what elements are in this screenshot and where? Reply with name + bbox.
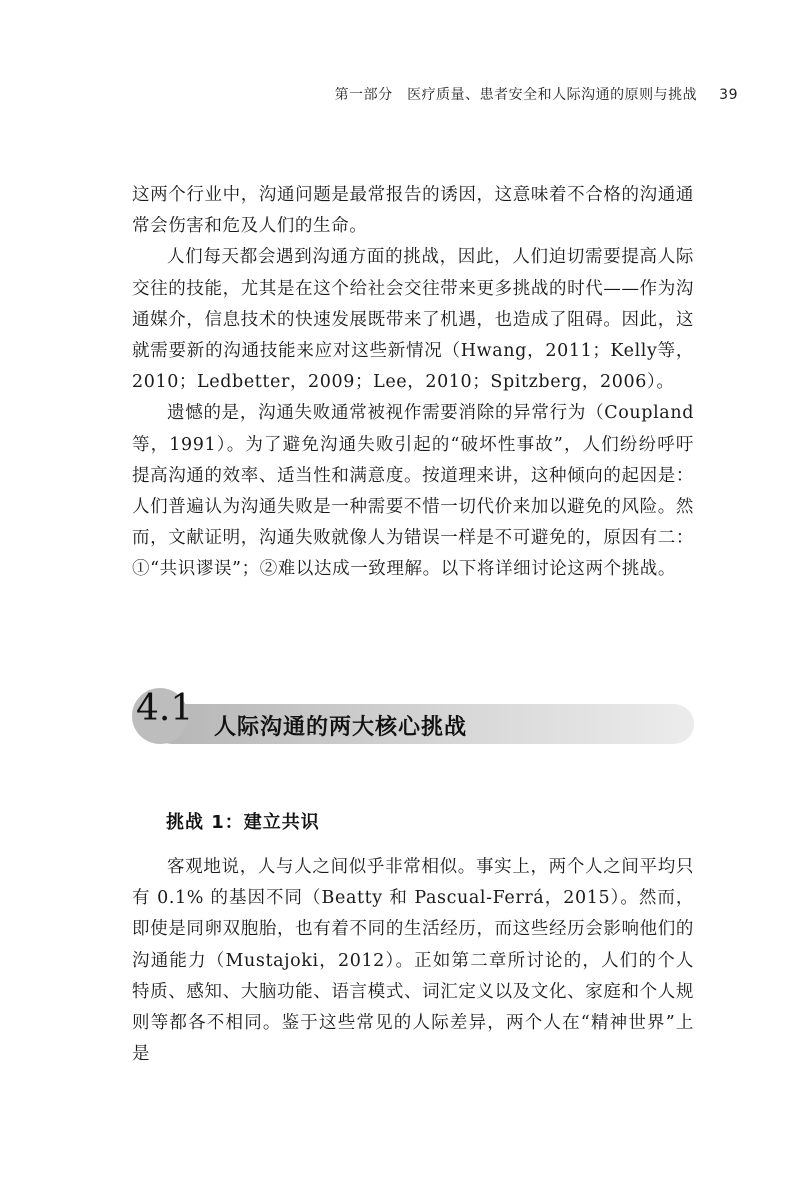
- body-text-top: [132, 180, 694, 586]
- section-title: 人际沟通的两大核心挑战: [214, 715, 468, 740]
- paragraph: 人们每天都会遇到沟通方面的挑战，因此，人们迫切需要提高人际交往的技能，尤其是在这个给社会交往带来更多挑战的时代——作为沟通媒介，信息技术的快速发展既带来了机遇，也造成了阻碍。因此，这就需要新的沟通技能来应对这些新情况（Hwang，2011；Kelly等，2010；Ledbetter，2009；Lee，2010；Spitzberg，2006）。: [132, 247, 694, 393]
- paragraph: 客观地说，人与人之间似乎非常相似。事实上，两个人之间平均只有 0.1% 的基因不同（Beatty 和 Pascual-Ferrá，2015）。然而，即使是同卵双胞胎，也有着不同的生活经历，而这些经历会影响他们的沟通能力（Mustajoki，2012）。正如第二章所讨论的，人们的个人特质、感知、大脑功能、语言模式、词汇定义以及文化、家庭和个人规则等都各不相同。鉴于这些常见的人际差异，两个人在“精神世界”上是: [132, 857, 694, 1065]
- section-number: 4.1: [136, 688, 194, 729]
- page-number: 39: [719, 87, 738, 103]
- running-head: [335, 84, 738, 104]
- running-title: 第一部分 医疗质量、患者安全和人际沟通的原则与挑战: [334, 87, 698, 103]
- body-text-bottom: [132, 852, 694, 1070]
- paragraph: 遗憾的是，沟通失败通常被视作需要消除的异常行为（Coupland等，1991）。为了避免沟通失败引起的“破坏性事故”，人们纷纷呼吁提高沟通的效率、适当性和满意度。按道理来讲，这种倾向的起因是：人们普遍认为沟通失败是一种需要不惜一切代价来加以避免的风险。然而，文献证明，沟通失败就像人为错误一样是不可避免的，原因有二：①“共识谬误”；②难以达成一致理解。以下将详细讨论这两个挑战。: [132, 403, 694, 580]
- paragraph: 这两个行业中，沟通问题是最常报告的诱因，这意味着不合格的沟通通常会伤害和危及人们的生命。: [132, 185, 694, 237]
- subsection-heading: 挑战 1：建立共识: [166, 812, 320, 833]
- section-heading: [132, 684, 694, 744]
